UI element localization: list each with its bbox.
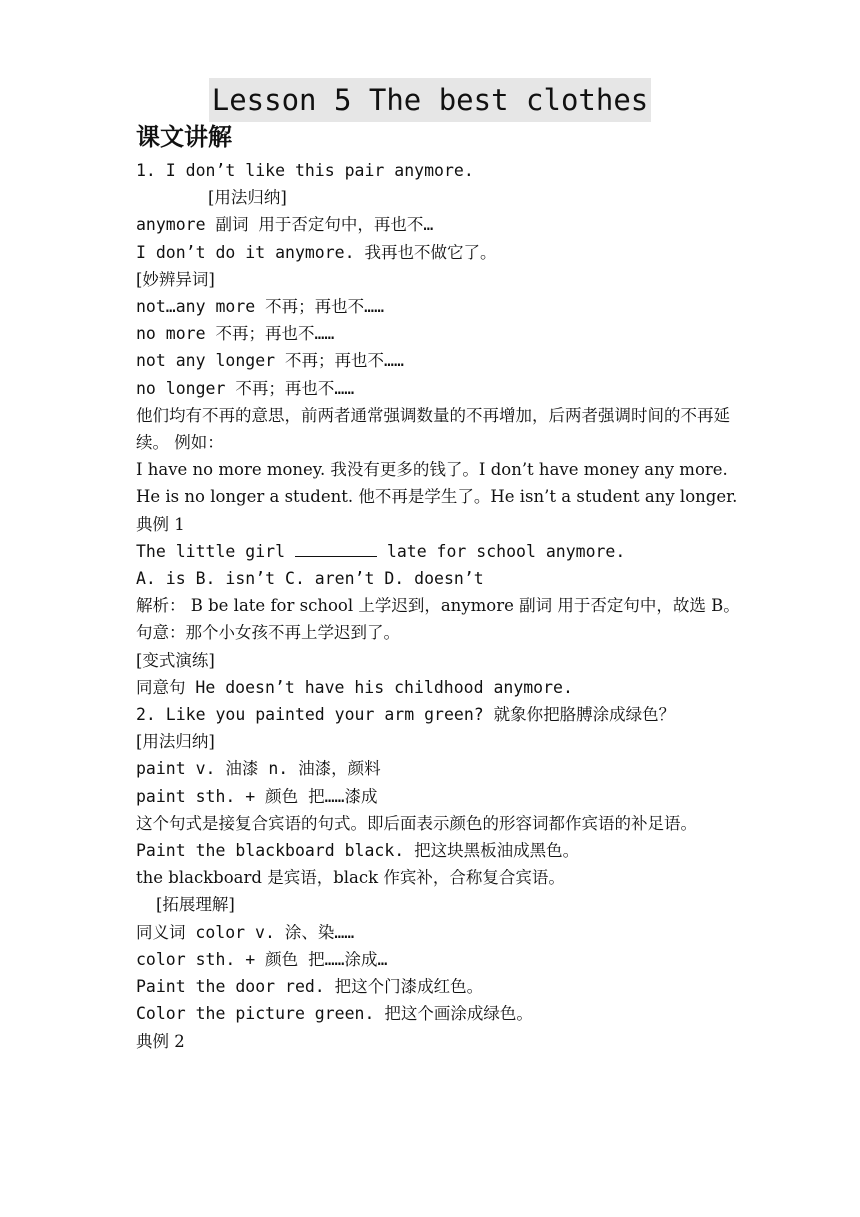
question-text-end: late for school anymore. — [376, 541, 626, 561]
example-1-label: 典例 1 — [136, 514, 185, 534]
extended-understanding-label: [拓展理解] — [156, 895, 235, 915]
lesson-title: Lesson 5 The best clothes — [209, 78, 652, 122]
anymore-example: I don’t do it anymore. 我再也不做它了。 — [136, 242, 497, 262]
anymore-definition: anymore 副词 用于否定句中，再也不… — [136, 215, 434, 235]
paint-door-example: Paint the door red. 把这个门漆成红色。 — [136, 977, 484, 997]
section-heading: 课文讲解 — [136, 123, 232, 151]
word-distinction-label: [妙辨异词] — [136, 269, 215, 289]
synonym-sentence-task: 同意句 He doesn’t have his childhood anymore. — [136, 677, 573, 697]
answer-blank — [295, 542, 377, 557]
example-1-question — [136, 538, 760, 565]
example-no-more-money: I have no more money. 我没有更多的钱了。I don’t have money any more. — [136, 460, 728, 480]
color-picture-example: Color the picture green. 把这个画涂成绿色。 — [136, 1004, 533, 1024]
document-body — [136, 157, 760, 1055]
example-1-analysis: 解析： B be late for school 上学迟到，anymore 副词 用于否定句中，故选 B。 句意：那个小女孩不再上学迟到了。 — [136, 596, 740, 643]
variant-practice-label: [变式演练] — [136, 650, 215, 670]
paint-definition: paint v. 油漆 n. 油漆，颜料 — [136, 759, 381, 779]
usage-summary-label-2: [用法归纳] — [136, 732, 215, 752]
question-text-start: The little girl — [136, 541, 295, 561]
complex-object-note: the blackboard 是宾语，black 作宾补，合称复合宾语。 — [136, 868, 565, 888]
paint-pattern: paint sth. + 颜色 把……漆成 — [136, 786, 378, 806]
distinction-not-any-more: not…any more 不再；再也不…… — [136, 297, 385, 317]
example-2-label: 典例 2 — [136, 1031, 185, 1051]
distinction-explanation: 他们均有不再的意思，前两者通常强调数量的不再增加，后两者强调时间的不再延续。 例如： — [136, 405, 730, 453]
example-no-longer-student: He is no longer a student. 他不再是学生了。He isn’t a student any longer. — [136, 487, 738, 507]
point-1-sentence: 1. I don’t like this pair anymore. — [136, 161, 474, 180]
point-2-sentence: 2. Like you painted your arm green? 就象你把胳膊涂成绿色？ — [136, 705, 676, 725]
color-pattern: color sth. + 颜色 把……涂成… — [136, 949, 388, 969]
title-container — [0, 78, 860, 122]
complex-object-explanation: 这个句式是接复合宾语的句式。即后面表示颜色的形容词都作宾语的补足语。 — [136, 813, 697, 833]
distinction-not-any-longer: not any longer 不再；再也不…… — [136, 351, 404, 371]
synonym-color: 同义词 color v. 涂、染…… — [136, 922, 355, 942]
paint-blackboard-example: Paint the blackboard black. 把这块黑板油成黑色。 — [136, 841, 580, 861]
distinction-no-more: no more 不再；再也不…… — [136, 324, 335, 344]
usage-summary-label: [用法归纳] — [208, 188, 287, 208]
distinction-no-longer: no longer 不再；再也不…… — [136, 378, 355, 398]
example-1-options: A. is B. isn’t C. aren’t D. doesn’t — [136, 569, 484, 589]
